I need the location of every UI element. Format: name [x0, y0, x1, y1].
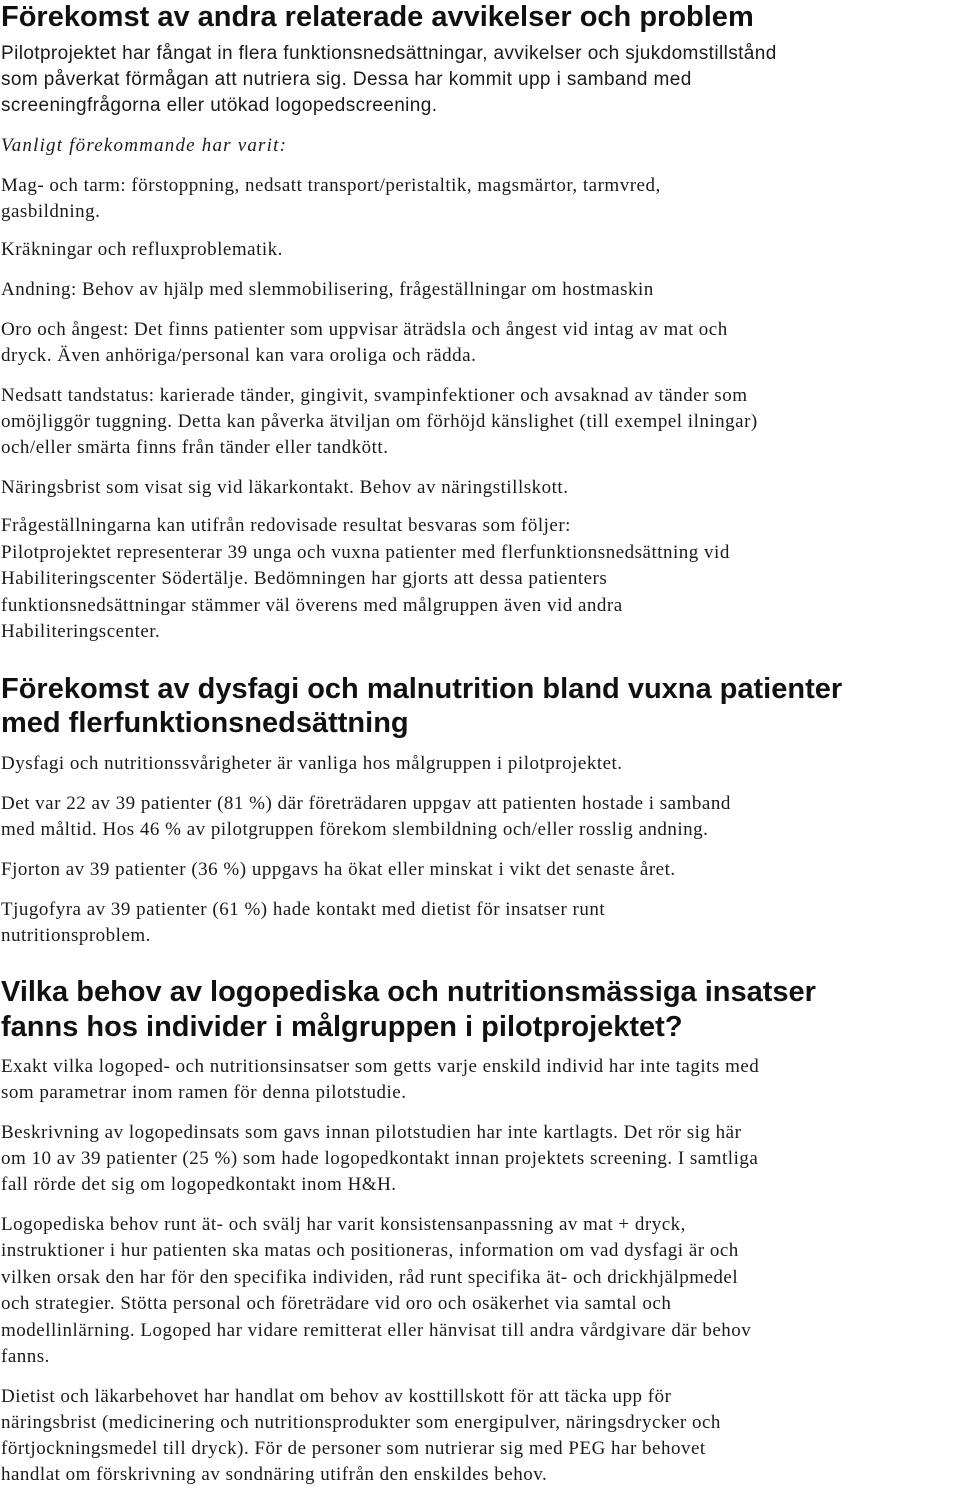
intro-line-2: som påverkat förmågan att nutriera sig. Dessa har kommit upp i samband med [1, 69, 692, 90]
needs-p1-line-2: som parametrar inom ramen för denna pilotstudie. [1, 1082, 407, 1103]
needs-p2-line-2: om 10 av 39 patienter (25 %) som hade logopedkontakt innan projektets screening. I samtliga [1, 1148, 759, 1169]
nutrition-deficit-line: Näringsbrist som visat sig vid läkarkontakt. Behov av näringstillskott. [1, 477, 569, 498]
common-label: Vanligt förekommande har varit: [1, 135, 288, 156]
questions-line-4: funktionsnedsättningar stämmer väl överens med målgruppen även vid andra [1, 595, 623, 616]
needs-p4-line-2: näringsbrist (medicinering och nutritionsprodukter som energipulver, näringsdrycker och [1, 1412, 721, 1433]
anxiety-line-1: Oro och ångest: Det finns patienter som uppvisar äträdsla och ångest vid intag av mat och [1, 319, 728, 340]
needs-p4-line-4: handlat om förskrivning av sondnäring utifrån den enskildes behov. [1, 1464, 548, 1485]
section-heading-needs-line-2: fanns hos individer i målgruppen i pilotprojektet? [1, 1011, 683, 1043]
section-heading-dysphagia-line-1: Förekomst av dysfagi och malnutrition bland vuxna patienter [1, 673, 843, 705]
needs-p2-line-3: fall rörde det sig om logopedkontakt inom H&H. [1, 1174, 397, 1195]
section-heading-dysphagia-line-2: med flerfunktionsnedsättning [1, 707, 409, 739]
vomiting-line: Kräkningar och refluxproblematik. [1, 239, 283, 260]
questions-line-1: Frågeställningarna kan utifrån redovisade resultat besvaras som följer: [1, 515, 571, 536]
dysphagia-p4-line-1: Tjugofyra av 39 patienter (61 %) hade kontakt med dietist för insatser runt [1, 899, 606, 920]
breathing-line: Andning: Behov av hjälp med slemmobilisering, frågeställningar om hostmaskin [1, 279, 654, 300]
questions-line-5: Habiliteringscenter. [1, 621, 161, 642]
questions-line-2: Pilotprojektet representerar 39 unga och vuxna patienter med flerfunktionsnedsättning vid [1, 542, 730, 563]
needs-p3-line-2: instruktioner i hur patienten ska matas och positioneras, information om vad dysfagi är och [1, 1240, 739, 1261]
questions-line-3: Habiliteringscenter Södertälje. Bedömningen har gjorts att dessa patienters [1, 568, 608, 589]
dysphagia-p2-line-1: Det var 22 av 39 patienter (81 %) där företrädaren uppgav att patienten hostade i samband [1, 793, 731, 814]
needs-p3-line-3: vilken orsak den har för den specifika individen, råd runt specifika ät- och drickhjälpmedel [1, 1267, 739, 1288]
section-heading-related-problems: Förekomst av andra relaterade avvikelser och problem [1, 1, 754, 33]
needs-p1-line-1: Exakt vilka logoped- och nutritionsinsatser som getts varje enskild individ har inte tagits med [1, 1056, 760, 1077]
needs-p3-line-1: Logopediska behov runt ät- och svälj har varit konsistensanpassning av mat + dryck, [1, 1214, 686, 1235]
needs-p4-line-1: Dietist och läkarbehovet har handlat om behov av kosttillskott för att täcka upp för [1, 1386, 672, 1407]
needs-p3-line-4: och strategier. Stötta personal och företrädare vid oro och osäkerhet via samtal och [1, 1293, 672, 1314]
anxiety-line-2: dryck. Även anhöriga/personal kan vara oroliga och rädda. [1, 345, 477, 366]
dysphagia-p2-line-2: med måltid. Hos 46 % av pilotgruppen förekom slembildning och/eller rosslig andning. [1, 819, 709, 840]
dysphagia-p4-line-2: nutritionsproblem. [1, 925, 151, 946]
needs-p2-line-1: Beskrivning av logopedinsats som gavs innan pilotstudien har inte kartlagts. Det rör sig här [1, 1122, 742, 1143]
section-heading-needs-line-1: Vilka behov av logopediska och nutritionsmässiga insatser [1, 976, 816, 1008]
dental-line-2: omöjliggör tuggning. Detta kan påverka ätviljan om förhöjd känslighet (till exempel ilningar) [1, 411, 758, 432]
needs-p3-line-6: fanns. [1, 1346, 50, 1367]
needs-p3-line-5: modellinlärning. Logoped har vidare remitterat eller hänvisat till andra vårdgivare där behov [1, 1320, 752, 1341]
dental-line-1: Nedsatt tandstatus: karierade tänder, gingivit, svampinfektioner och avsaknad av tänder som [1, 385, 748, 406]
intro-line-1: Pilotprojektet har fångat in flera funktionsnedsättningar, avvikelser och sjukdomstillstånd [1, 43, 777, 64]
dental-line-3: och/eller smärta finns från tänder eller tandkött. [1, 437, 389, 458]
needs-p4-line-3: förtjockningsmedel till dryck). För de personer som nutrierar sig med PEG har behovet [1, 1438, 706, 1459]
stomach-line-2: gasbildning. [1, 201, 101, 222]
stomach-line-1: Mag- och tarm: förstoppning, nedsatt transport/peristaltik, magsmärtor, tarmvred, [1, 175, 661, 196]
intro-line-3: screeningfrågorna eller utökad logopedscreening. [1, 95, 438, 116]
dysphagia-p1: Dysfagi och nutritionssvårigheter är vanliga hos målgruppen i pilotprojektet. [1, 753, 623, 774]
dysphagia-p3: Fjorton av 39 patienter (36 %) uppgavs ha ökat eller minskat i vikt det senaste året. [1, 859, 676, 880]
